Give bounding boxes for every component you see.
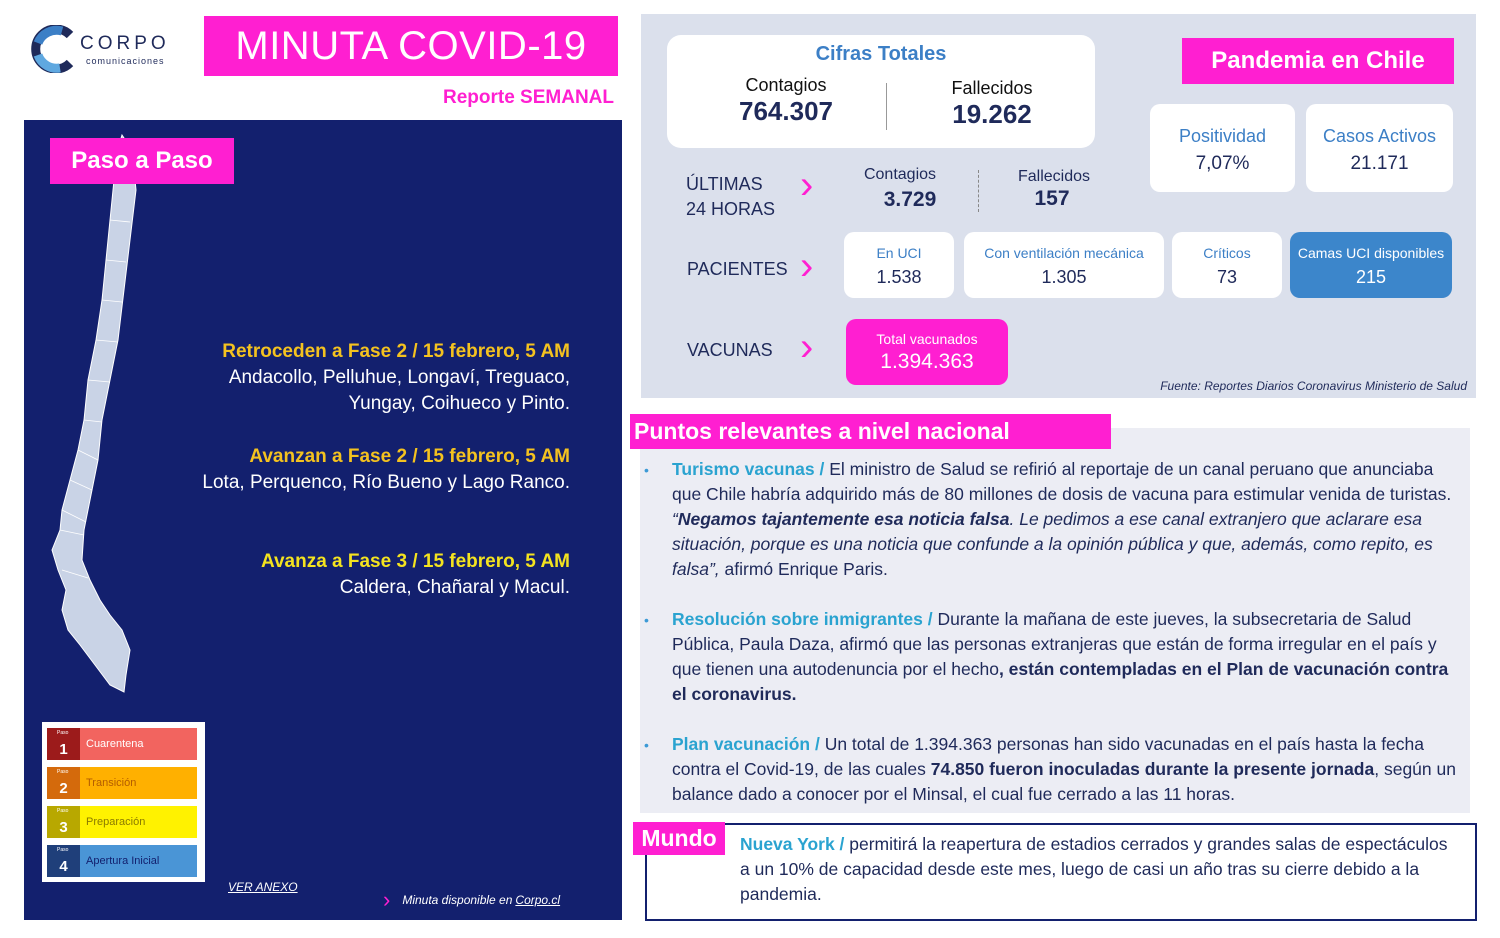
corpo-logo-icon xyxy=(30,25,78,73)
camas-uci-label: Camas UCI disponibles xyxy=(1297,245,1445,261)
punto-heading: Resolución sobre inmigrantes / xyxy=(672,609,933,629)
ultimas-fallecidos-value: 157 xyxy=(1034,187,1070,210)
ver-anexo-link[interactable]: VER ANEXO xyxy=(228,880,298,894)
logo-subtitle: comunicaciones xyxy=(86,56,165,66)
ultimas-contagios-value: 3.729 xyxy=(883,188,937,211)
punto-inmigrantes xyxy=(672,607,1462,707)
en-uci-label: En UCI xyxy=(876,245,922,261)
punto-quote: . Le pedimos a ese canal extranjero que aclarare esa situación, porque es una noticia que confunde a la opinión pública y que, además, como repito, es falsa”, xyxy=(672,509,1433,579)
en-uci-card xyxy=(844,232,954,298)
total-contagios-label: Contagios xyxy=(745,75,827,95)
camas-uci-card xyxy=(1290,232,1452,298)
punto-heading: Turismo vacunas / xyxy=(672,459,825,479)
phase-communes: Lota, Perquenco, Río Bueno y Lago Ranco. xyxy=(202,472,570,493)
camas-uci-value: 215 xyxy=(1355,267,1387,287)
punto-text: Un total de 1.394.363 personas han sido vacunadas en el país hasta la fecha contra el Covid-19, de las cuales xyxy=(672,734,1425,779)
total-fallecidos-label: Fallecidos xyxy=(951,78,1033,98)
minuta-text: Minuta disponible en xyxy=(402,893,513,907)
legend-item-apertura-inicial xyxy=(47,845,197,877)
legend-label: Preparación xyxy=(80,806,197,838)
punto-turismo-vacunas xyxy=(672,457,1462,582)
mundo-heading: Nueva York / xyxy=(740,834,845,854)
page-title: MINUTA COVID-19 xyxy=(204,16,618,76)
ventilacion-label: Con ventilación mecánica xyxy=(984,245,1144,261)
source-note: Fuente: Reportes Diarios Coronavirus Ministerio de Salud xyxy=(1160,379,1467,393)
pandemia-en-chile-badge: Pandemia en Chile xyxy=(1182,38,1454,84)
ultimas-contagios-label: Contagios xyxy=(863,166,937,183)
legend-label: Apertura Inicial xyxy=(80,845,197,877)
total-vacunados-label: Total vacunados xyxy=(876,331,978,347)
bullet-icon: • xyxy=(644,737,649,753)
phase-communes: Andacollo, Pelluhue, Longaví, Treguaco, xyxy=(228,367,570,388)
casos-activos-value: 21.171 xyxy=(1350,153,1409,174)
quote-mark: “ xyxy=(672,509,678,529)
legend-paso-label: Paso xyxy=(57,847,69,853)
legend-item-cuarentena xyxy=(47,728,197,760)
legend-paso-label: Paso xyxy=(57,808,69,814)
punto-emphasis: , están contempladas en el Plan de vacunación contra el coronavirus. xyxy=(672,659,1449,704)
phase-communes: Yungay, Coihueco y Pinto. xyxy=(348,393,570,414)
bullet-icon: • xyxy=(644,462,649,478)
legend-item-transicion xyxy=(47,767,197,799)
mundo-text xyxy=(740,832,1460,907)
24-horas-label: 24 HORAS xyxy=(686,199,776,219)
criticos-label: Críticos xyxy=(1203,245,1251,261)
mundo-badge: Mundo xyxy=(633,822,725,855)
phase-block-retroceden xyxy=(110,339,570,417)
phase-communes: Caldera, Chañaral y Macul. xyxy=(339,577,570,598)
criticos-value: 73 xyxy=(1216,267,1238,287)
cifras-totales-title: Cifras Totales xyxy=(815,43,947,65)
legend-number: 2 xyxy=(59,780,68,797)
phase-title: Avanza a Fase 3 / 15 febrero, 5 AM xyxy=(260,551,570,572)
logo-name: CORPO xyxy=(80,33,170,54)
bullet-icon: • xyxy=(644,612,649,628)
phase-title: Retroceden a Fase 2 / 15 febrero, 5 AM xyxy=(222,341,570,362)
punto-heading: Plan vacunación / xyxy=(672,734,820,754)
legend-number: 3 xyxy=(59,819,68,836)
punto-text: El ministro de Salud se refirió al reportaje de un canal peruano que anunciaba que Chile habría adquirido más de 80 millones de dosis de vacuna para estimular venida de turistas. xyxy=(672,459,1452,504)
legend-number: 1 xyxy=(59,741,68,758)
en-uci-value: 1.538 xyxy=(876,267,922,287)
divider xyxy=(978,170,979,212)
punto-text: , según un balance dado a conocer por el Minsal, el cual fue cerrado a las 11 horas. xyxy=(672,759,1456,804)
legend-label: Cuarentena xyxy=(80,728,197,760)
chevron-right-icon: › xyxy=(800,244,814,288)
total-vacunados-card xyxy=(846,319,1008,385)
ventilacion-value: 1.305 xyxy=(1041,267,1087,287)
report-subtitle: Reporte SEMANAL xyxy=(442,87,614,108)
phase-block-avanzan-fase2 xyxy=(110,444,570,496)
legend-paso-label: Paso xyxy=(57,769,69,775)
positividad-card xyxy=(1150,104,1295,192)
punto-emphasis: 74.850 fueron inoculadas durante la presente jornada xyxy=(930,759,1375,779)
casos-activos-card xyxy=(1306,104,1453,192)
chevron-right-icon: › xyxy=(800,163,814,207)
legend-paso-label: Paso xyxy=(57,730,69,736)
punto-text: Durante la mañana de este jueves, la subsecretaria de Salud Pública, Paula Daza, afirmó que las personas extranjeras que están de forma irregular en el país y que tienen una autodenuncia por el hecho xyxy=(672,609,1437,679)
pacientes-label: PACIENTES xyxy=(687,259,788,279)
puntos-relevantes-title: Puntos relevantes a nivel nacional xyxy=(630,414,1111,449)
positividad-value: 7,07% xyxy=(1195,153,1250,174)
positividad-label: Positividad xyxy=(1178,126,1267,146)
legend-label: Transición xyxy=(80,767,197,799)
phase-title: Avanzan a Fase 2 / 15 febrero, 5 AM xyxy=(249,446,570,467)
ultimas-fallecidos-label: Fallecidos xyxy=(1017,168,1091,185)
ultimas-label: ÚLTIMAS xyxy=(686,174,763,194)
chevron-right-icon: › xyxy=(383,887,391,912)
casos-activos-label: Casos Activos xyxy=(1322,126,1437,146)
total-vacunados-value: 1.394.363 xyxy=(880,350,974,373)
paso-a-paso-badge: Paso a Paso xyxy=(50,138,234,184)
punto-plan-vacunacion xyxy=(672,732,1462,807)
minuta-disponible xyxy=(383,884,560,910)
corpo-logo xyxy=(30,25,190,75)
phase-block-avanza-fase3 xyxy=(110,549,570,601)
corpo-link[interactable]: Corpo.cl xyxy=(515,893,561,907)
punto-text: afirmó Enrique Paris. xyxy=(719,559,888,579)
total-contagios-value: 764.307 xyxy=(739,96,833,126)
legend-item-preparacion xyxy=(47,806,197,838)
ventilacion-card xyxy=(964,232,1164,298)
mundo-body: permitirá la reapertura de estadios cerrados y grandes salas de espectáculos a un 10% de capacidad desde este mes, luego de casi un año tras su cierre debido a la pandemia. xyxy=(740,834,1448,904)
criticos-card xyxy=(1172,232,1282,298)
vacunas-label: VACUNAS xyxy=(687,340,773,360)
chevron-right-icon: › xyxy=(800,325,814,369)
legend-number: 4 xyxy=(59,858,68,875)
total-fallecidos-value: 19.262 xyxy=(952,99,1032,129)
divider xyxy=(886,83,887,130)
punto-emphasis: Negamos tajantemente esa noticia falsa xyxy=(677,509,1010,529)
phase-legend xyxy=(42,722,205,882)
